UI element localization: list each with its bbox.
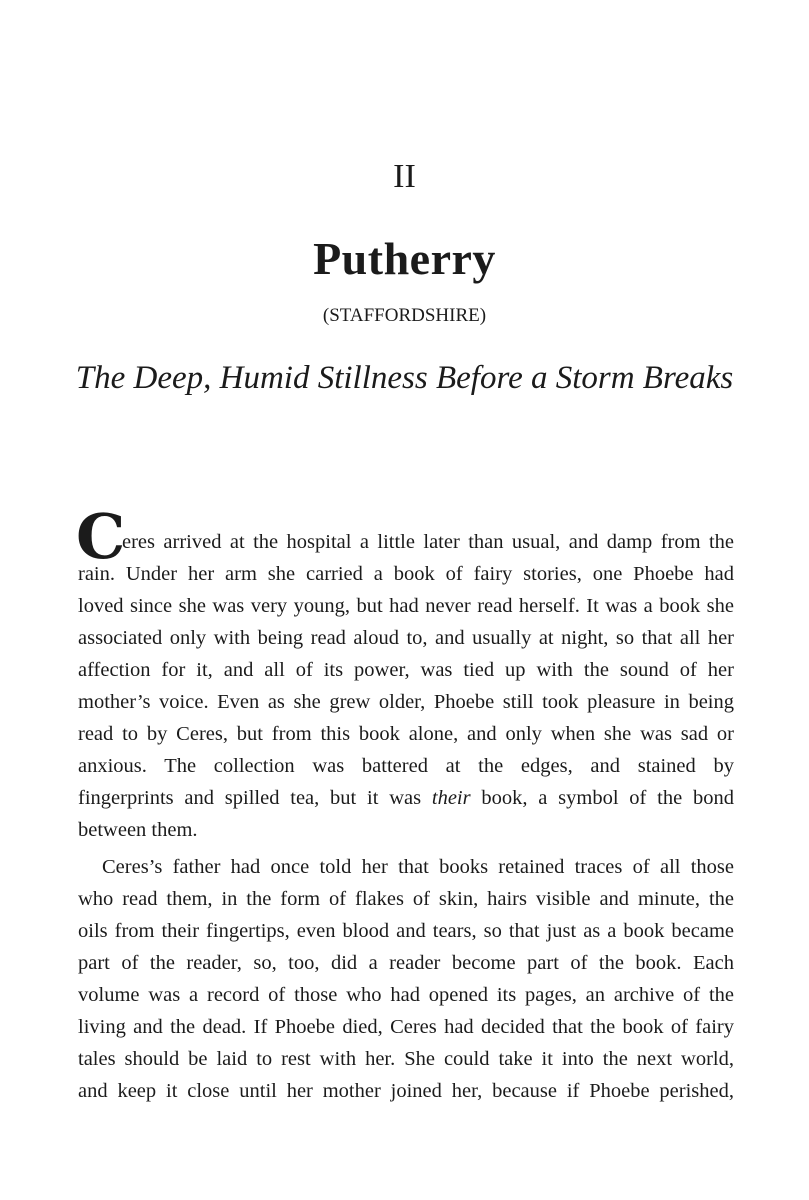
italic-word: their — [431, 787, 471, 809]
text-line: anxious. The collection was battered at the edges, and stained by — [78, 755, 734, 777]
chapter-subtitle: The Deep, Humid Stillness Before a Storm Breaks — [75, 360, 734, 396]
body-text — [76, 500, 734, 1107]
text-line: and keep it close until her mother joined her, because if Phoebe perished, — [78, 1080, 734, 1102]
line-text: eres arrived at the hospital a little later than usual, and damp from the — [122, 531, 734, 553]
text-line: volume was a record of those who had opened its pages, an archive of the — [78, 984, 734, 1006]
text-line: associated only with being read aloud to, and usually at night, so that all her — [78, 627, 734, 649]
text-line: oils from their fingertips, even blood and tears, so that just as a book became — [78, 920, 734, 942]
text-line — [78, 782, 734, 814]
text-line: living and the dead. If Phoebe died, Ceres had decided that the book of fairy — [78, 1016, 734, 1038]
text-line: between them. — [78, 819, 198, 841]
text-line: rain. Under her arm she carried a book of fairy stories, one Phoebe had — [78, 563, 734, 585]
chapter-number: II — [393, 158, 416, 195]
drop-cap: C — [76, 500, 126, 573]
text-line: tales should be laid to rest with her. She could take it into the next world, — [78, 1048, 734, 1070]
text-line: who read them, in the form of flakes of skin, hairs visible and minute, the — [78, 888, 734, 910]
line-text: fingerprints and spilled tea, but it was — [78, 787, 432, 809]
chapter-region: (STAFFORDSHIRE) — [322, 305, 487, 326]
text-line: affection for it, and all of its power, was tied up with the sound of her — [78, 659, 734, 681]
chapter-title: Putherry — [313, 233, 496, 284]
line-text: book, a symbol of the bond — [470, 787, 734, 809]
text-line: part of the reader, so, too, did a reader become part of the book. Each — [78, 952, 734, 974]
text-line: loved since she was very young, but had never read herself. It was a book she — [78, 595, 734, 617]
text-line: read to by Ceres, but from this book alone, and only when she was sad or — [78, 723, 734, 745]
text-line: mother’s voice. Even as she grew older, Phoebe still took pleasure in being — [78, 691, 734, 713]
text-line: Ceres’s father had once told her that books retained traces of all those — [102, 856, 734, 878]
text-line — [76, 500, 734, 573]
